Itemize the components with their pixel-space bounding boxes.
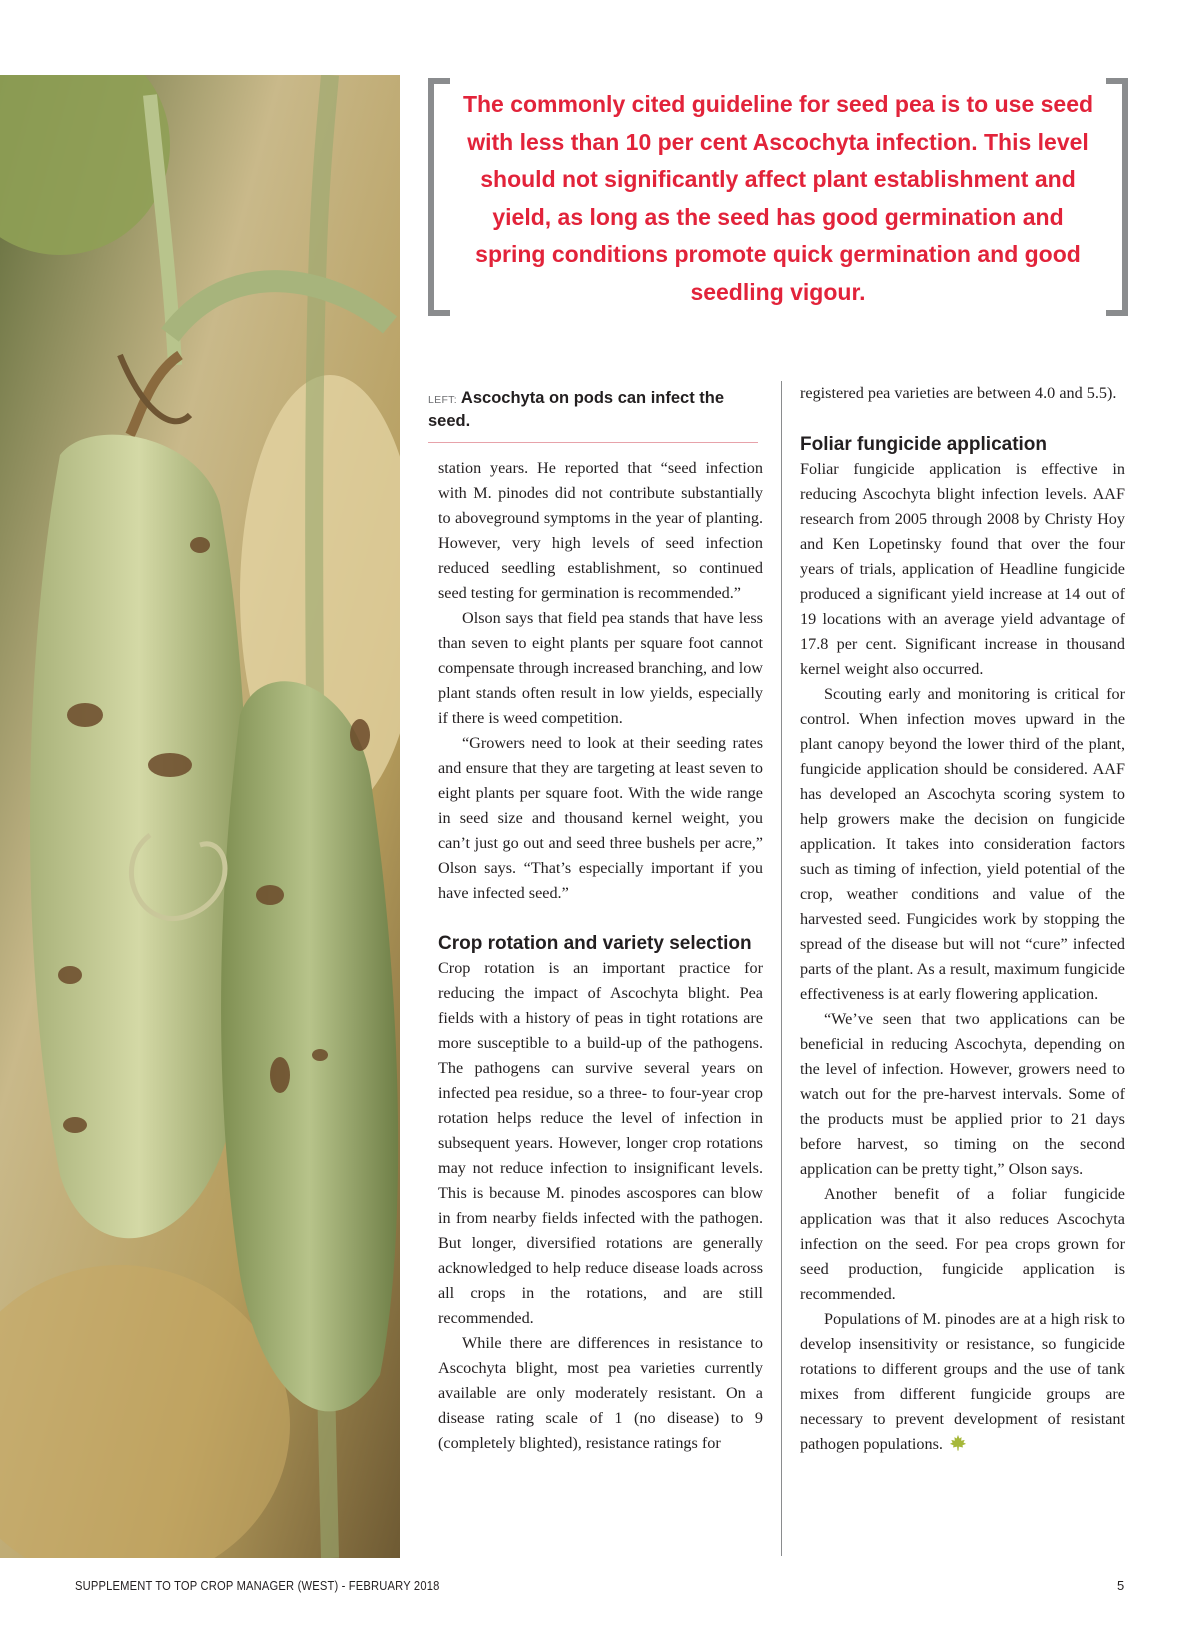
- pull-quote-text: The commonly cited guideline for seed pea is to use seed with less than 10 per cent Ascochyta infection. This level should not significantly affect plant establishment and yield, as long as the seed has good germination and spring conditions promote quick germination and good seedling vigour.: [462, 91, 1094, 305]
- paragraph: station years. He reported that “seed infection with M. pinodes did not contribute substantially to aboveground symptoms in the year of planting. However, very high levels of seed infection reduced seedling establishment, so continued seed testing for germination is recommended.”: [438, 459, 763, 602]
- paragraph: “We’ve seen that two applications can be beneficial in reducing Ascochyta, depending on the level of infection. However, growers need to watch out for the pre-harvest intervals. Some of the products must be applied prior to 21 days before harvest, so timing on the second application can be pretty tight,” Olson says.: [800, 1010, 1125, 1178]
- article-left-column: [438, 456, 763, 1456]
- section-heading-crop-rotation: Crop rotation and variety selection: [438, 933, 752, 954]
- pull-quote: [428, 78, 1128, 316]
- pea-pods-image: [0, 75, 400, 1558]
- paragraph: While there are differences in resistance to Ascochyta blight, most pea varieties currently available are only moderately resistant. On a disease rating scale of 1 (no disease) to 9 (completely blighted), resistance ratings for: [438, 1334, 763, 1452]
- paragraph: registered pea varieties are between 4.0 and 5.5).: [800, 384, 1117, 402]
- section-heading-foliar-fungicide: Foliar fungicide application: [800, 434, 1048, 455]
- caption-label: LEFT:: [428, 394, 457, 406]
- page-number: 5: [1117, 1578, 1125, 1593]
- caption-divider: [428, 442, 758, 443]
- right-bracket: [1106, 78, 1128, 316]
- final-paragraph-text: Populations of M. pinodes are at a high risk to develop insensitivity or resistance, so fungicide rotations to different groups and the use of tank mixes from different fungicide groups are necessary to prevent development of resistant pathogen populations.: [800, 1310, 1125, 1453]
- paragraph: Olson says that field pea stands that have less than seven to eight plants per square foot cannot compensate through increased branching, and low plant stands often result in low yields, especially if there is weed competition.: [438, 609, 763, 727]
- paragraph-final: [800, 1307, 1125, 1457]
- left-bracket: [428, 78, 450, 316]
- pea-pods-photo: [0, 75, 400, 1558]
- paragraph: Foliar fungicide application is effective in reducing Ascochyta blight infection levels. AAF research from 2005 through 2008 by Christy Hoy and Ken Lopetinsky found that over the four years of trials, application of Headline fungicide produced a significant yield increase at 14 out of 19 locations with an average yield advantage of 17.8 per cent. Significant increase in thousand kernel weight also occurred.: [800, 460, 1125, 678]
- article-right-column: [800, 381, 1125, 1457]
- paragraph: Scouting early and monitoring is critical for control. When infection moves upward in the plant canopy beyond the lower third of the plant, fungicide application should be considered. AAF has developed an Ascochyta scoring system to help growers make the decision on fungicide application. It takes into consideration factors such as timing of infection, yield potential of the crop, weather conditions and value of the harvested seed. Fungicides work by stopping the spread of the disease but will not “cure” infected parts of the plant. As a result, maximum fungicide effectiveness is at early flowering application.: [800, 685, 1125, 1003]
- photo-caption: [428, 388, 758, 432]
- footer-publication: SUPPLEMENT TO TOP CROP MANAGER (WEST) - FEBRUARY 2018: [75, 1578, 440, 1593]
- paragraph: Another benefit of a foliar fungicide application was that it also reduces Ascochyta infection on the seed. For pea crops grown for seed production, fungicide application is recommended.: [800, 1185, 1125, 1303]
- maple-leaf-icon: [949, 1434, 967, 1452]
- paragraph: Crop rotation is an important practice for reducing the impact of Ascochyta blight. Pea fields with a history of peas in tight rotations are more susceptible to a build-up of the pathogens. The pathogens can survive several years on infected pea residue, so a three- to four-year crop rotation helps reduce the level of infection in subsequent years. However, longer crop rotations may not reduce infection to insignificant levels. This is because M. pinodes ascospores can blow in from nearby fields infected with the pathogen. But longer, diversified rotations are generally acknowledged to help reduce disease loads across all crops in the rotations, and are still recommended.: [438, 959, 763, 1327]
- caption-text: Ascochyta on pods can infect the seed.: [428, 389, 725, 430]
- paragraph: “Growers need to look at their seeding rates and ensure that they are targeting at least seven to eight plants per square foot. With the wide range in seed size and thousand kernel weight, you can’t just go out and seed three bushels per acre,” Olson says. “That’s especially important if you have infected seed.”: [438, 734, 763, 902]
- column-divider: [781, 381, 782, 1556]
